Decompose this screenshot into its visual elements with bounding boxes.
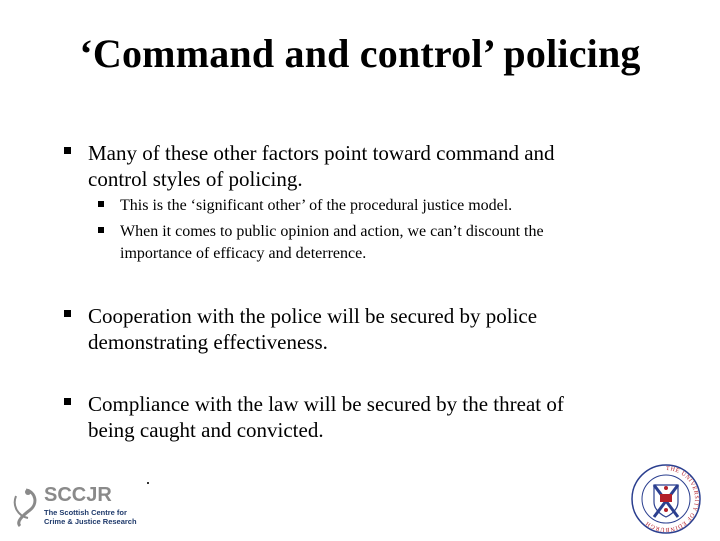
sub-bullet-2-line-2: importance of efficacy and deterrence. (120, 245, 367, 262)
bullet-3-line-1: Compliance with the law will be secured by the threat of (88, 392, 564, 416)
bullet-3 (64, 391, 664, 443)
sccjr-logo (10, 484, 142, 528)
bullet-2-line-1: Cooperation with the police will be secured by police (88, 304, 538, 328)
sub-bullet-1-line-1: This is the ‘significant other’ of the procedural justice model. (120, 197, 513, 214)
university-crest-logo (628, 462, 704, 536)
figure-swirl-icon (10, 486, 42, 528)
bullet-marker (64, 310, 71, 317)
bullet-marker (64, 147, 71, 154)
sub-bullet-2 (98, 221, 678, 265)
bullet-1 (64, 140, 664, 192)
bullet-1-line-1: Many of these other factors point toward command and (88, 141, 555, 165)
sccjr-wordmark: SCCJR (44, 484, 112, 506)
sub-bullet-marker (98, 201, 104, 207)
sub-bullet-marker (98, 227, 104, 233)
bullet-2-line-2: demonstrating effectiveness. (88, 330, 328, 354)
bullet-2 (64, 303, 664, 355)
stray-dot (147, 482, 149, 484)
bullet-marker (64, 398, 71, 405)
sccjr-line-2: Crime & Justice Research (44, 517, 137, 526)
sccjr-line-1: The Scottish Centre for (44, 508, 127, 517)
sub-bullet-2-line-1: When it comes to public opinion and action, we can’t discount the (120, 223, 544, 240)
bullet-3-line-2: being caught and convicted. (88, 418, 324, 442)
sub-bullet-1 (98, 195, 678, 217)
crest-ring-text: THE UNIVERSITY OF EDINBURGH (644, 465, 700, 533)
bullet-1-line-2: control styles of policing. (88, 167, 303, 191)
slide-title: ‘Command and control’ policing (79, 31, 641, 76)
